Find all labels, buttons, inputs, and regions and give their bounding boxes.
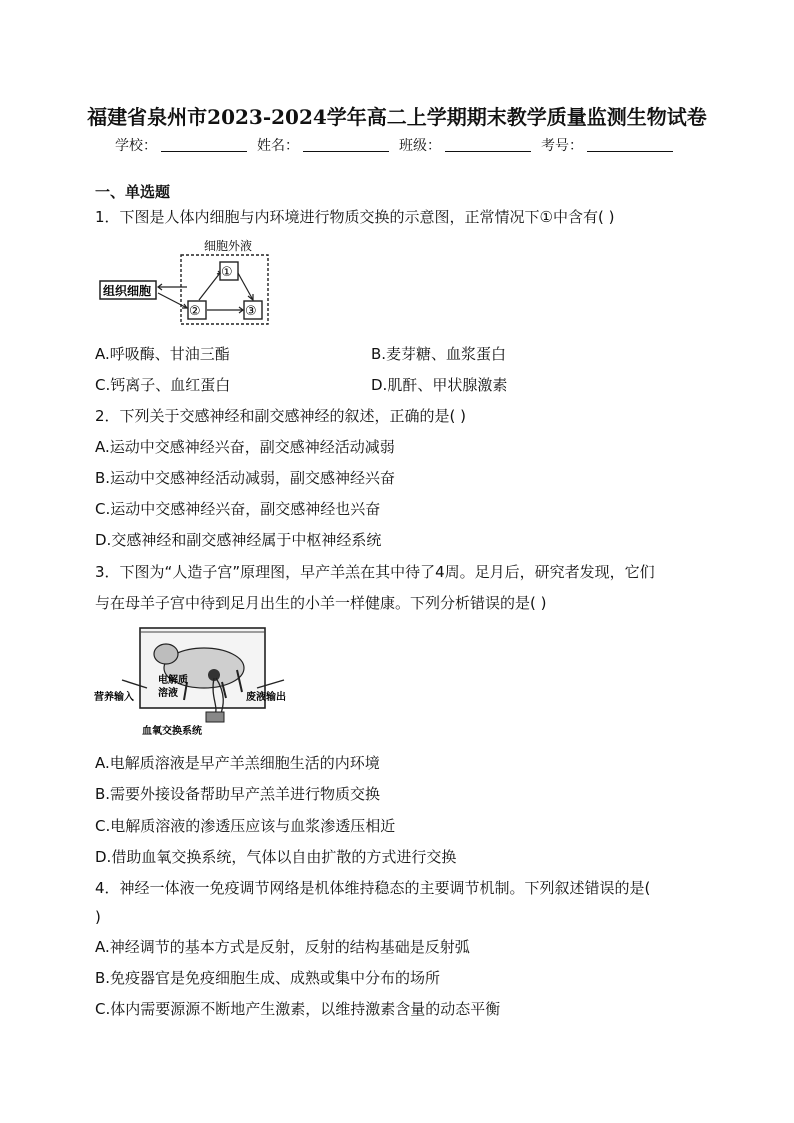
school-blank[interactable] [161, 135, 247, 152]
q2-stem: 2．下列关于交感神经和副交感神经的叙述，正确的是( ) [95, 407, 467, 425]
q3-option-b[interactable]: B.需要外接设备帮助早产羔羊进行物质交换 [95, 785, 381, 803]
q2-option-d[interactable]: D.交感神经和副交感神经属于中枢神经系统 [95, 531, 382, 549]
tissue-cell-label: 组织细胞 [103, 284, 152, 298]
waste-output-label: 废液输出 [246, 692, 286, 703]
q4-option-c[interactable]: C.体内需要源源不断地产生激素，以维持激素含量的动态平衡 [95, 1000, 501, 1018]
artificial-womb-diagram [92, 620, 302, 738]
solution-label: 溶液 [158, 688, 178, 699]
q3-stem-line2: 与在母羊子宫中待到足月出生的小羊一样健康。下列分析错误的是( ) [95, 594, 547, 612]
q1-option-c[interactable]: C.钙离子、血红蛋白 [95, 376, 231, 394]
q3-option-d[interactable]: D.借助血氧交换系统，气体以自由扩散的方式进行交换 [95, 848, 457, 866]
electrolyte-label: 电解质 [158, 675, 188, 686]
number-blank[interactable] [587, 135, 673, 152]
name-label: 姓名： [257, 138, 299, 154]
q1-option-d[interactable]: D.肌酐、甲状腺激素 [371, 376, 508, 394]
oxygenator-unit [206, 712, 224, 722]
name-blank[interactable] [303, 135, 389, 152]
student-info-line [0, 135, 794, 155]
exam-title: 福建省泉州市2023-2024学年高二上学期期末教学质量监测生物试卷 [87, 105, 707, 129]
q1-option-b[interactable]: B.麦芽糖、血浆蛋白 [371, 345, 507, 363]
q2-option-a[interactable]: A.运动中交感神经兴奋，副交感神经活动减弱 [95, 438, 395, 456]
node-2-label: ② [189, 304, 201, 319]
class-label: 班级： [399, 138, 441, 154]
q1-option-a[interactable]: A.呼吸酶、甘油三酯 [95, 345, 230, 363]
class-blank[interactable] [445, 135, 531, 152]
q2-option-b[interactable]: B.运动中交感神经活动减弱，副交感神经兴奋 [95, 469, 396, 487]
q3-stem-line1: 3．下图为“人造子宫”原理图，早产羊羔在其中待了4周。足月后，研究者发现，它们 [95, 563, 655, 581]
q4-stem-line1: 4．神经一体液一免疫调节网络是机体维持稳态的主要调节机制。下列叙述错误的是( [95, 879, 651, 897]
blood-oxygen-exchange-label: 血氧交换系统 [142, 726, 202, 737]
section-heading: 一、单选题 [95, 183, 171, 201]
number-label: 考号： [541, 138, 583, 154]
q2-option-c[interactable]: C.运动中交感神经兴奋，副交感神经也兴奋 [95, 500, 381, 518]
q1-stem: 1．下图是人体内细胞与内环境进行物质交换的示意图，正常情况下①中含有( ) [95, 208, 615, 226]
q4-stem-line2: ) [95, 908, 101, 926]
q3-option-c[interactable]: C.电解质溶液的渗透压应该与血浆渗透压相近 [95, 817, 396, 835]
q3-option-a[interactable]: A.电解质溶液是早产羊羔细胞生活的内环境 [95, 754, 380, 772]
node-3-label: ③ [245, 304, 257, 319]
q4-option-b[interactable]: B.免疫器官是免疫细胞生成、成熟或集中分布的场所 [95, 969, 441, 987]
q1-exchange-diagram [96, 238, 286, 330]
nutrient-input-label: 营养输入 [94, 692, 134, 703]
node-1-label: ① [221, 265, 233, 280]
school-label: 学校： [115, 138, 157, 154]
extracellular-fluid-label: 细胞外液 [204, 239, 253, 253]
q4-option-a[interactable]: A.神经调节的基本方式是反射，反射的结构基础是反射弧 [95, 938, 470, 956]
